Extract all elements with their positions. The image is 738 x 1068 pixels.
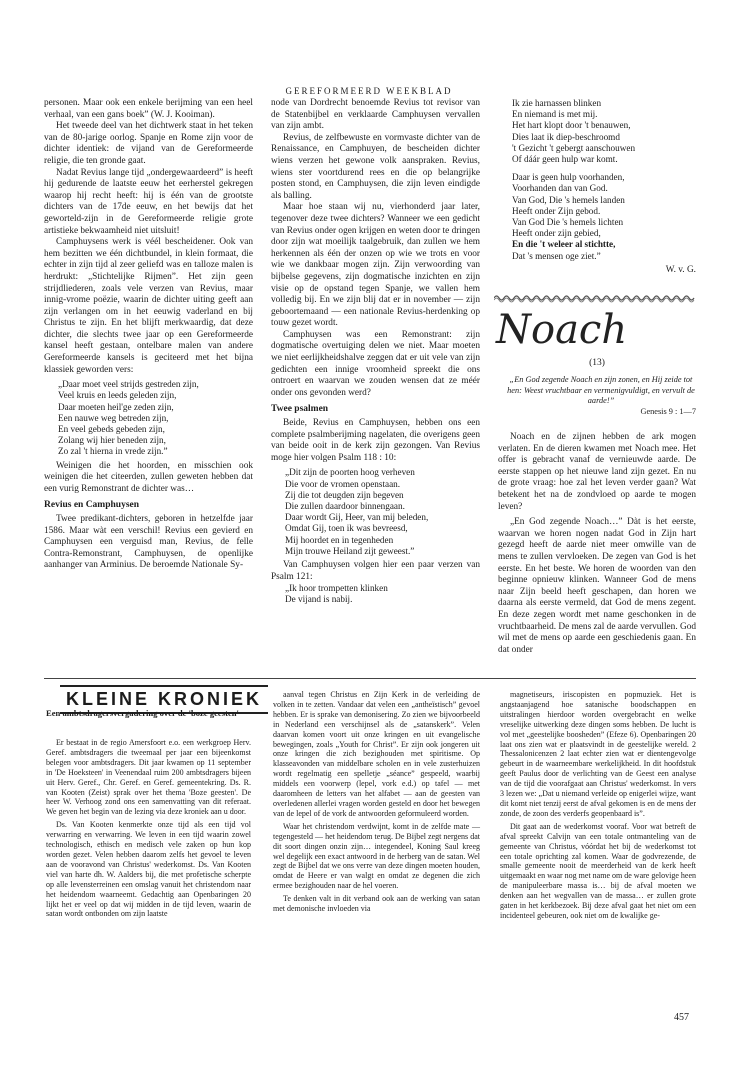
paragraph: Er bestaat in de regio Amersfoort e.o. een werkgroep Herv. Geref. ambtsdragers die tweemaal per jaar een bijeenkomst belegen voor ambtsdragers. Dit jaar kwamen op 11 september in 'De Hoeksteen' in Veenendaal ruim 200 ambtsdragers bijeen uit Herv. Geref., Chr. Geref. en Geref. gemeentekring. Ds. R. van Kooten (Zeist) sprak over het thema 'Boze geesten'. De heer W. Verhoog zond ons een samenvatting van dit referaat. We geven het begin van de lezing via deze kroniek aan u door. (46, 738, 251, 817)
paragraph: Weinigen die het hoorden, en misschien ook weinigen die het citeerden, zullen geweten hebben dat een vurig Remonstrant de dichter was… (44, 460, 253, 494)
paragraph: Camphuysen was een Remonstrant: zijn dogmatische overtuiging delen we niet. Maar moeten we niet eerlijkheidshalve zeggen dat er uit vele van zijn gedichten een innige vroomheid spreekt die ons ontroert en waarvan we zouden wensen dat ze méér onder ons gevonden werd? (271, 329, 480, 398)
paragraph: Het tweede deel van het dichtwerk staat in het teken van de 80-jarige oorlog. Spanje en Rome zijn voor de dichter identiek: de vijand van de Gereformeerde religie, die ten gronde gaat. (44, 121, 253, 166)
poem-psalm-121 (285, 583, 480, 605)
decorative-divider (494, 293, 697, 303)
kroniek-subheading: Een ambtsdragersvergadering over de 'boze geesten' (46, 708, 239, 718)
poem-psalm-121-stanza2 (512, 172, 696, 262)
section-heading: Twee psalmen (271, 404, 329, 415)
poem-line: Daar is geen hulp voorhanden, (512, 172, 625, 183)
poem-line: Van God Die 's hemels lichten (512, 217, 624, 228)
paragraph: Beide, Revius en Camphuysen, hebben ons een complete psalmberijming nagelaten, die overigens geen van beide ooit in de kerk zijn gezongen. Van Revius moge hier volgen Psalm 118 : 10: (271, 418, 480, 463)
poem-line: „Dit zijn de poorten hoog verheven (285, 467, 415, 478)
paragraph: Ds. Van Kooten kenmerkte onze tijd als een tijd vol verwarring en verwarring. We leven in een tijd waarin zowel technologisch, ethisch en medisch vele zaken op hun kop worden gezet. Velen hebben daarom zelfs het gevoel te leven aan de vooravond van Christus' wederkomst. Ds. Van Kooten viel van harte dh. W. Aalders bij, die met profetische scherpte op alle levensterreinen een omslag vanuit het christendom naar het heidendom waarneemt. Gedachtig aan Openbaringen 20 lijkt het er veel op dat wij midden in de tijd leven, waarin de satan wordt ontbonden om zijn laatste (46, 820, 251, 919)
paragraph: node van Dordrecht benoemde Revius tot revisor van de Statenbijbel en verklaarde Camphuysen vervallen van zijn ambt. (271, 98, 480, 132)
poem-line: Een nauwe weg betreden zijn, (58, 412, 169, 423)
poem-line: Omdat Gij, toen ik was bevreesd, (285, 523, 408, 534)
poem-line: Daar wordt Gij, Heer, van mij beleden, (285, 512, 429, 523)
running-header: GEREFORMEERD WEEKBLAD (285, 86, 453, 96)
poem-line: Of dáár geen hulp war komt. (512, 154, 618, 165)
paragraph: „En God zegende Noach…” Dàt is het eerste, waarvan we horen nogen nadat God in Zijn hart gezegd heeft de aarde niet meer omwille van de mens te zullen vervloeken. De zegen van God is het eerste. En het beste. We horen de woorden van den beginne opnieuw klinken. Wanneer God de mens naar Zijn beeld heeft geschapen, dan horen we daarna als eerste vermeld, dat God de mens zegent. En deze zegen wordt met name geschonken in de vruchtbaarheid. De mens zal de aarde vervullen. God wil met de mens op aarde een geschiedenis gaan. En dat onder (498, 517, 696, 655)
poem-line: De vijand is nabij. (285, 594, 353, 605)
column-3 (498, 98, 696, 276)
kroniek-column-3 (500, 690, 696, 924)
poem-line: Het hart klopt door 't benauwen, (512, 120, 631, 131)
poem-line: Ik zie harnassen blinken (512, 98, 602, 108)
poem-line: Heeft onder Zijn gebod. (512, 205, 601, 216)
kroniek-column-1 (46, 738, 251, 922)
poem-line: „Daar moet veel strijds gestreden zijn, (58, 379, 199, 390)
poem-line: Die voor de vromen openstaan. (285, 478, 401, 489)
section-heading: Revius en Camphuysen (44, 500, 140, 511)
poem-line: Zo zal 't hierna in vrede zijn.” (58, 446, 168, 457)
paragraph: Waar het christendom verdwijnt, komt in de zelfde mate — tegengesteld — het heidendom terug. De Bijbel zegt nergens dat dit soort dingen onzin zijn… integendeel, Koning Saul kreeg wel degelijk een exact antwoord in de herberg van de satan. Wel zegt de Bijbel dat we ons verre van deze dingen moeten houden, omdat de Heere er van walgt en omdat ze degenen die zich ermee bezighouden naar de hel voeren. (273, 821, 480, 891)
article-number: (13) (589, 358, 605, 368)
paragraph: personen. Maar ook een enkele berijming van een heel verhaal, van een gans boek” (W. J. Kooiman). (44, 98, 253, 120)
quote-text: „En God zegende Noach en zijn zonen, en Hij zeide tot hen: Weest vruchtbaar en vermenigvuldigt, en vervult de aarde!” (507, 375, 695, 405)
paragraph: Camphuysens werk is véél bescheidener. Ook van hem bezitten we één dichtbundel, in klein formaat, die echter in zijn tijd al zeer geliefd was en talloze malen is herdrukt: „Stichtelijke Rijmen”. Het zijn geen strijdliederen, zoals vele verzen van Revius, maar innig-vrome poëzie, waarin de dichter uiting geeft aan zijn verlangen om in het eeuwig vaderland en bij Christus te zijn. En het blijft merkwaardig, dat deze dichter, die slechts twee jaar op een Gereformeerde kansel heeft gestaan, ontelbare malen van andere Gereformeerde kansels is geciteerd met het bijna klassiek geworden vers: (44, 237, 253, 375)
poem-line: Die zullen daardoor binnengaan. (285, 501, 405, 512)
noach-article-body (498, 432, 696, 656)
poem-psalm-118 (285, 467, 480, 557)
poem-line: Heeft onder zijn gebied, (512, 228, 601, 239)
poem-line: Mij hoordet en in tegenheden (285, 534, 394, 545)
kleine-kroniek-title: KLEINE KRONIEK (60, 685, 268, 714)
poem-line: Dies laat ik diep-beschroomd (512, 131, 620, 142)
poem-line: Zij die tot deugden zijn begeven (285, 489, 404, 500)
paragraph: Maar hoe staan wij nu, vierhonderd jaar later, tegenover deze twee dichters? Wanneer we een gedicht van Revius onder ogen krijgen en weten door te dringen door zijn wat moeilijk taalgebruik, dan zullen we hem herkennen als één der onzen op wie we trots en voor wie we dankbaar mogen zijn. Zijn verwoording van bijbelse gegevens, zijn dogmatische inzichten en zijn visie op de opstand tegen Spanje, we vallen hem volledig bij. En we zijn blij dat er in november — zijn geboortemaand — een nationale Revius-herdenking op touw gezet wordt. (271, 202, 480, 329)
paragraph: Dit gaat aan de wederkomst vooraf. Voor wat betreft de afval spreekt Calvijn van een totale ontmanteling van de gemeente van Christus, vóórdat het bij de wederkomst tot een totale oprichting zal komen. Waar de godvrezende, de smalle gemeente nooit de meerderheid van de kerk heeft uitgemaakt en waar nog met name om de ware gelovige heen de manipuleerbare massa is… bij de afval moeten we denken aan het wegvallen van de massa… er zullen grote gaten in het kerkbezoek. Bij deze afval gaat het niet om een incidenteel gebeuren, ook niet om de kwalijke ge- (500, 821, 696, 920)
kroniek-column-2 (273, 690, 480, 917)
paragraph: Te denken valt in dit verband ook aan de werking van satan met demonische invloeden via (273, 894, 480, 914)
paragraph: aanval tegen Christus en Zijn Kerk in de verleiding de volken in te zetten. Vandaar dat velen een „antheïstisch” gevoel hebben. Er is sprake van demonisering. Zo zien we bijvoorbeeld in Nederland een verschijnsel als de „satanskerk”. Velen daarvan komen voort uit onze kringen en uit evangelische bewegingen, zoals „Youth for Christ”. Er zijn ook jongeren uit onze kringen die zich bezighouden met spiritisme. Op klasseavonden van middelbare scholen en in vele zusterhuizen wordt regelmatig een spelletje „séance” gespeeld, waarbij middels een voorwerp (lepel, vork e.d.) op tafel — met daaromheen de letters van het alfabet — aan de geesten van overledenen allerlei vragen worden gesteld en door het bewegen van de lepel of de vork de antwoorden geformuleerd worden. (273, 690, 480, 818)
article-title-noach: Noach (496, 307, 628, 353)
poem-line: Voorhanden dan van God. (512, 183, 608, 194)
paragraph: Noach en de zijnen hebben de ark mogen verlaten. En de dieren kwamen met Noach mee. Het offer is gebracht vanaf de vernieuwde aarde. De eerste stappen op het nieuwe land zijn gezet. En nu de grote vraag: hoe zal het leven verder gaan? Wat betekent het na de zondvloed op aarde te mogen leven? (498, 432, 696, 512)
poem-line: Veel kruis en leeds geleden zijn, (58, 390, 177, 401)
poem-line: Zolang wij hier beneden zijn, (58, 435, 166, 446)
page-number: 457 (674, 1012, 689, 1023)
poem-line: En niemand is met mij. (512, 109, 598, 120)
poem-daar-moet (58, 379, 253, 457)
poem-line: Van God, Die 's hemels landen (512, 194, 625, 205)
poem-line: En veel gebeds gebeden zijn, (58, 424, 165, 435)
paragraph: Revius, de zelfbewuste en vormvaste dichter van de Renaissance, en Camphuyen, de bescheiden dichter wiens verzen het gewone volk aanspraken. Revius, wiens ster voortdurend rees en die op belangrijke posten stond, en Camphuysen, die zijn leven eindigde als balling. (271, 132, 480, 201)
column-1 (44, 98, 253, 572)
poem-line: Dat 's mensen oge ziet.” (512, 250, 601, 261)
paragraph: magnetiseurs, iriscopisten en popmuziek. Het is angstaanjagend hoe satanische boodschappen en uitstralingen hierdoor worden overgebracht en welke vreselijke uitwerking deze dingen soms hebben. De lucht is vol met „geestelijke boosheden” (Efeze 6). Openbaringen 20 laat ons zien wat er plaatsvindt in de geestelijke wereld. 2 Thessalonicenzen 2 laat echter zien wat er dientengevolge gebeurt in de waarneembare werkelijkheid. In dit hoofdstuk geeft Paulus door de verlichting van de Geest een analyse van de tijd die voorafgaat aan Christus' wederkomst. In vers 3 lezen we: „Dat u niemand verleide op enigerlei wijze, want dit komt niet tenzij eerst de afval gekomen is en de mens der zonde, de zoon des verderfs geopenbaard is”. (500, 690, 696, 818)
poem-line: „Ik hoor trompetten klinken (285, 583, 388, 594)
paragraph: Van Camphuysen volgen hier een paar verzen van Psalm 121: (271, 560, 480, 582)
bible-quote (506, 375, 696, 417)
column-2 (271, 98, 480, 609)
poem-line: 't Gezicht 't gebergt aanschouwen (512, 142, 636, 153)
poem-line: En die 't weleer al stichtte, (512, 239, 616, 250)
poem-line: Daar moeten heil'ge zeden zijn, (58, 401, 174, 412)
quote-reference: Genesis 9 : 1—7 (640, 406, 696, 416)
author-signature: W. v. G. (665, 264, 696, 275)
poem-line: Mijn trouwe Heiland zijt geweest.” (285, 545, 415, 556)
paragraph: Nadat Revius lange tijd „ondergewaardeerd” is heeft hij gedurende de laatste eeuw het eerherstel gekregen waarop hij recht heeft: hij is één van de grootste dichters van de 17de eeuw, en het bewijs dat het geworteld-zijn in de Gereformeerde religie grote artistieke bekwaamheid niet uitsluit! (44, 167, 253, 236)
paragraph: Twee predikant-dichters, geboren in hetzelfde jaar 1586. Maar wàt een verschil! Revius een gevierd en Camphuysen een verguisd man, Revius, de felle Contra-Remonstrant, Camphuysen, de openlijke aanhanger van Arminius. De beroemde Nationale Sy- (44, 514, 253, 571)
section-rule (44, 678, 696, 679)
poem-psalm-121-cont (512, 98, 696, 165)
